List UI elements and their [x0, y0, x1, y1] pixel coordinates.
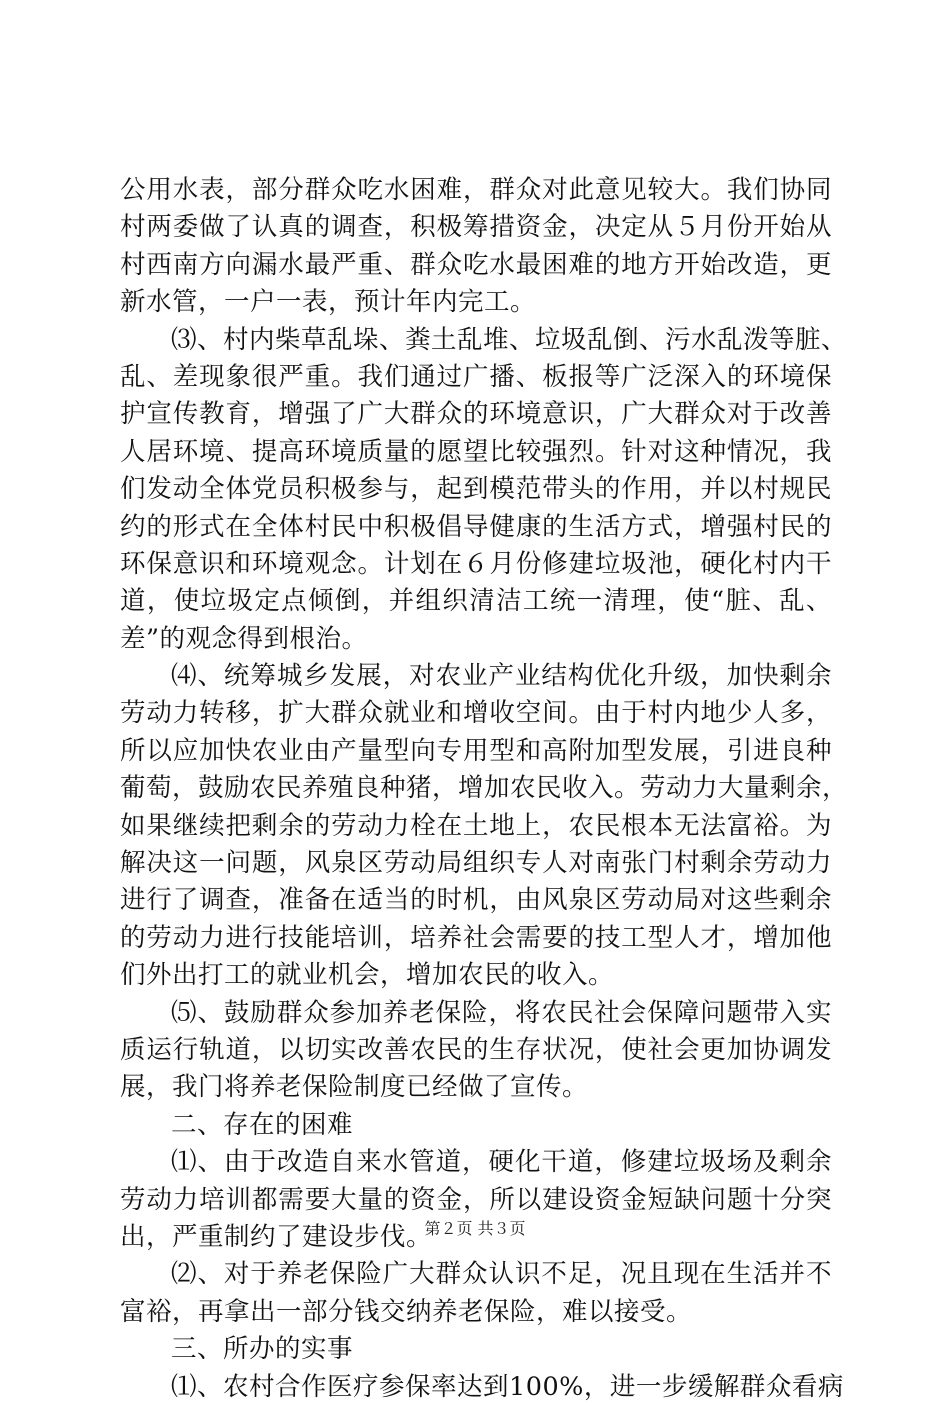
text-line: 们发动全体党员积极参与，起到模范带头的作用，并以村规民: [120, 474, 832, 505]
text-line: 新水管，一户一表，预计年内完工。: [120, 287, 537, 318]
text-line: 护宣传教育，增强了广大群众的环境意识，广大群众对于改善: [120, 399, 832, 430]
text-line: 公用水表，部分群众吃水困难，群众对此意见较大。我们协同: [120, 175, 832, 205]
text-line: 解决这一问题，风泉区劳动局组织专人对南张门村剩余劳动力: [120, 848, 832, 879]
text-line: 约的形式在全体村民中积极倡导健康的生活方式，增强村民的: [120, 511, 832, 542]
text-line: 乱、差现象很严重。我们通过广播、板报等广泛深入的环境保: [120, 361, 832, 392]
text-line: 村西南方向漏水最严重、群众吃水最困难的地方开始改造，更: [120, 249, 832, 280]
text-line: 所以应加快农业由产量型向专用型和高附加型发展，引进良种: [120, 735, 832, 766]
section-heading: 二、存在的困难: [171, 1109, 354, 1140]
text-line: 差”的观念得到根治。: [120, 623, 368, 654]
page-number-footer: 第２页 共３页: [424, 1219, 526, 1238]
text-line: ⑵、对于养老保险广大群众认识不足，况且现在生活并不: [171, 1259, 832, 1290]
text-line: ⑶、村内柴草乱垛、粪土乱堆、垃圾乱倒、污水乱泼等脏、: [171, 324, 848, 355]
text-line: 如果继续把剩余的劳动力栓在土地上，农民根本无法富裕。为: [120, 810, 832, 841]
text-line: 进行了调查，准备在适当的时机，由风泉区劳动局对这些剩余: [120, 885, 832, 916]
text-line: 富裕，再拿出一部分钱交纳养老保险，难以接受。: [120, 1296, 693, 1327]
text-line: 道，使垃圾定点倾倒，并组织清洁工统一清理，使“脏、乱、: [120, 586, 832, 617]
text-line: 出，严重制约了建设步伐。: [120, 1221, 433, 1252]
text-line: ⑸、鼓励群众参加养老保险，将农民社会保障问题带入实: [171, 997, 832, 1028]
text-line: 劳动力转移，扩大群众就业和增收空间。由于村内地少人多，: [120, 698, 832, 729]
text-line: 展，我门将养老保险制度已经做了宣传。: [120, 1072, 589, 1103]
text-line: 劳动力培训都需要大量的资金，所以建设资金短缺问题十分突: [120, 1184, 832, 1215]
text-line: 人居环境、提高环境质量的愿望比较强烈。针对这种情况，我: [120, 436, 832, 467]
text-line: ⑷、统筹城乡发展，对农业产业结构优化升级，加快剩余: [171, 661, 832, 692]
text-line: 葡萄，鼓励农民养殖良种猪，增加农民收入。劳动力大量剩余，: [120, 773, 849, 804]
text-line: 村两委做了认真的调查，积极筹措资金，决定从５月份开始从: [120, 212, 832, 243]
text-line: 们外出打工的就业机会，增加农民的收入。: [120, 960, 615, 991]
text-line: 的劳动力进行技能培训，培养社会需要的技工型人才，增加他: [120, 922, 832, 953]
text-line: ⑴、由于改造自来水管道，硬化干道，修建垃圾场及剩余: [171, 1147, 832, 1178]
text-line: ⑴、农村合作医疗参保率达到100%，进一步缓解群众看病: [171, 1371, 844, 1402]
text-line: 环保意识和环境观念。计划在６月份修建垃圾池，硬化村内干: [120, 548, 832, 579]
text-line: 质运行轨道，以切实改善农民的生存状况，使社会更加协调发: [120, 1034, 832, 1065]
section-heading: 三、所办的实事: [171, 1334, 354, 1365]
